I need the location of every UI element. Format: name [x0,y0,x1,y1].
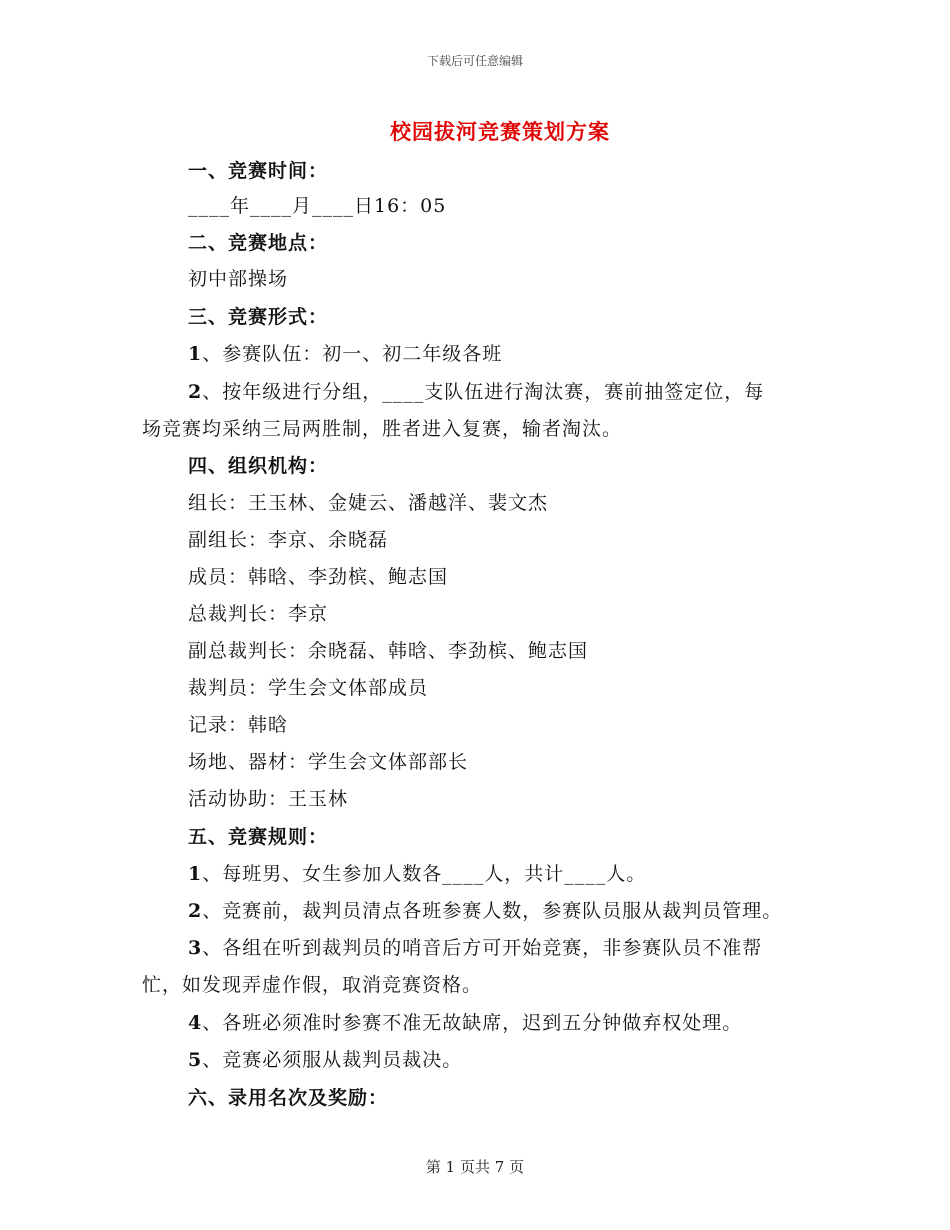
paragraph-line [188,527,388,553]
paragraph-line [188,749,468,775]
item-number: 2 [188,900,203,922]
paragraph-line [188,675,428,701]
line-text: 、竞赛必须服从裁判员裁决。 [202,1049,463,1071]
paragraph-line [188,564,448,590]
paragraph-line [188,638,588,664]
section-heading [188,304,328,330]
paragraph-line [188,712,288,738]
line-text: 场竞赛均采纳三局两胜制，胜者进入复赛，输者淘汰。 [142,418,623,440]
line-text: 一、竞赛时间： [188,160,329,182]
line-text: 总裁判长：李京 [188,603,329,625]
paragraph-line [188,898,782,924]
line-text: 记录：韩晗 [188,714,289,736]
line-text: 裁判员：学生会文体部成员 [188,677,429,699]
line-text: 副总裁判长：余晓磊、韩晗、李劲槟、鲍志国 [188,640,589,662]
paragraph-line [188,1010,742,1036]
paragraph-continuation [142,972,482,998]
line-text: 副组长：李京、余晓磊 [188,529,389,551]
item-number: 1 [188,863,203,885]
paragraph-line [188,266,288,292]
section-heading [188,453,328,479]
line-text: 三、竞赛形式： [188,306,329,328]
line-text: 初中部操场 [188,268,289,290]
line-text: 、各组在听到裁判员的哨音后方可开始竞赛，非参赛队员不准帮 [202,937,763,959]
section-heading [188,230,328,256]
paragraph-continuation [142,416,622,442]
paragraph-line [188,935,762,961]
paragraph-line [188,786,348,812]
line-text: 、每班男、女生参加人数各____人，共计____人。 [202,863,647,885]
page-footer: 第 1 页共 7 页 [425,1158,525,1176]
paragraph-line [188,601,328,627]
paragraph-line [188,1047,462,1073]
line-text: 活动协助：王玉林 [188,788,349,810]
section-heading [188,1085,388,1111]
header-note: 下载后可任意编辑 [426,54,523,68]
line-text: 五、竞赛规则： [188,826,329,848]
document-title: 校园拔河竞赛策划方案 [390,119,610,144]
paragraph-line [188,379,764,405]
line-text: 、竞赛前，裁判员清点各班参赛人数，参赛队员服从裁判员管理。 [202,900,783,922]
line-text: ____年____月____日16：05 [188,195,447,217]
line-text: 忙，如发现弄虚作假，取消竞赛资格。 [142,974,483,996]
line-text: 成员：韩晗、李劲槟、鲍志国 [188,566,449,588]
item-number: 2 [188,381,203,403]
paragraph-line [188,193,446,219]
line-text: 六、录用名次及奖励： [188,1087,389,1109]
section-heading [188,824,328,850]
line-text: 、按年级进行分组，____支队伍进行淘汰赛，赛前抽签定位，每 [202,381,765,403]
line-text: 场地、器材：学生会文体部部长 [188,751,469,773]
line-text: 四、组织机构： [188,455,329,477]
paragraph-line [188,490,548,516]
paragraph-line [188,341,502,367]
paragraph-line [188,861,646,887]
item-number: 3 [188,937,203,959]
item-number: 1 [188,343,203,365]
section-heading [188,158,328,184]
item-number: 5 [188,1049,203,1071]
line-text: 组长：王玉林、金婕云、潘越洋、裴文杰 [188,492,549,514]
line-text: 二、竞赛地点： [188,232,329,254]
item-number: 4 [188,1012,203,1034]
line-text: 、各班必须准时参赛不准无故缺席，迟到五分钟做弃权处理。 [202,1012,743,1034]
line-text: 、参赛队伍：初一、初二年级各班 [202,343,503,365]
